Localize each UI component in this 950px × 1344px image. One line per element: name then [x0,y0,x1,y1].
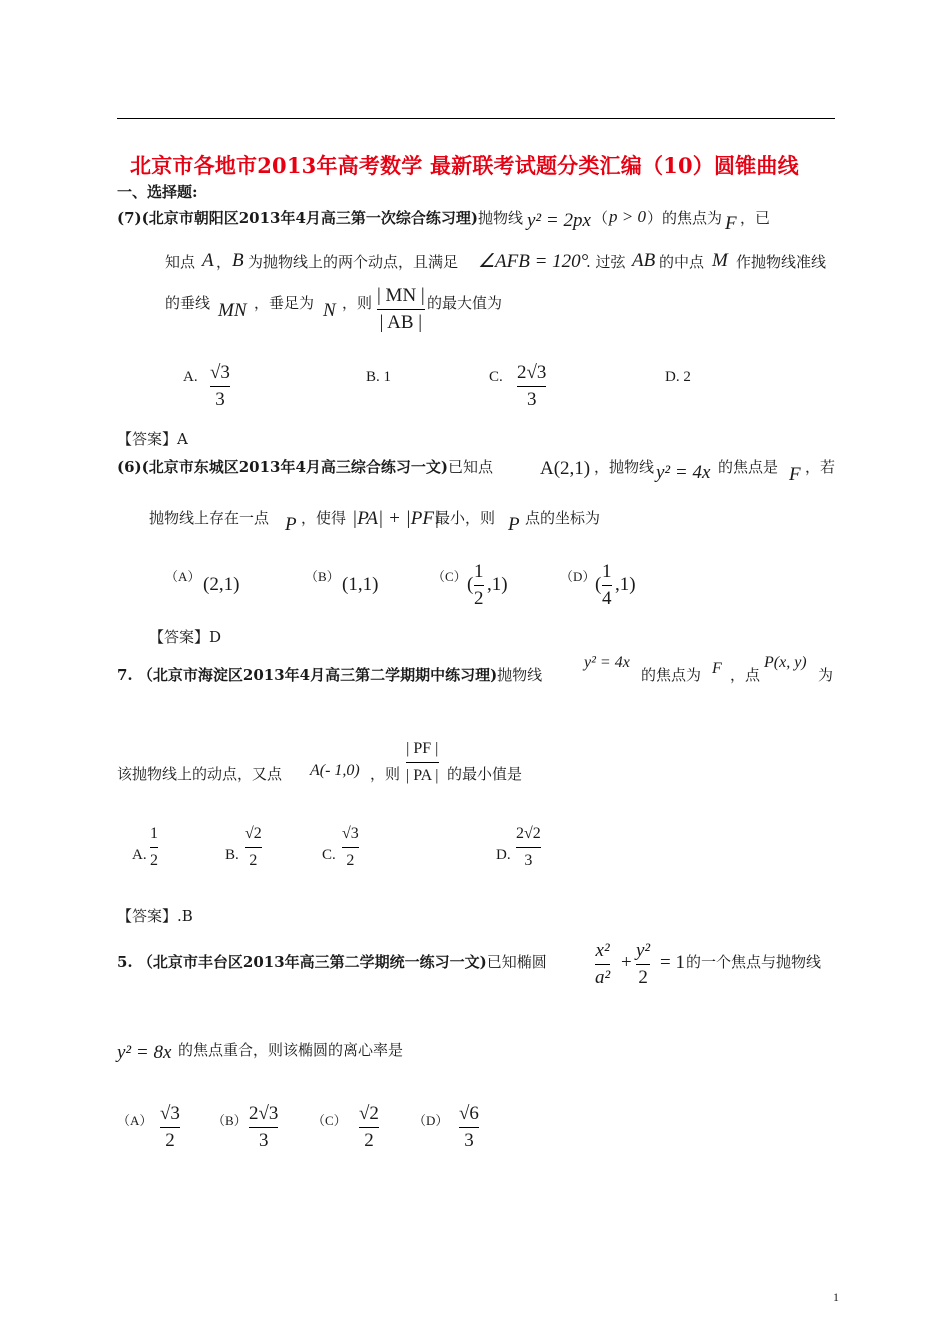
q3-text-2: 的焦点为 [641,666,702,684]
q4-option-a [160,1103,180,1152]
q3-option-c [342,823,359,872]
page-number: 1 [833,1290,839,1304]
q4-equals: = 1 [660,952,685,973]
q2-source: (6)(北京市东城区2013年4月高三综合练习一文) [117,458,449,476]
fraction-bar [602,585,612,586]
q4-text-line2: 的焦点重合，则该椭圆的离心率是 [178,1041,404,1059]
q1-angle: ∠AFB = 120° [478,251,589,272]
q4-option-a-num: √3 [160,1103,180,1124]
q1-point-a: A [202,250,214,271]
q3-point-p: P(x, y) [764,654,807,671]
fraction-bar [377,309,425,310]
fraction-bar [516,847,541,848]
q4-fraction-1-num: x² [595,940,610,961]
q2-option-a: (2,1) [203,574,240,595]
q3-option-d-num: 2√2 [516,825,541,842]
fraction-bar [474,585,484,586]
q2-line1 [117,456,493,477]
q3-text-2c: 的最小值是 [447,765,523,783]
q2-point-p: P [285,514,297,535]
q2-text-2c: 最小，则 [435,509,496,527]
q3-option-a-den: 2 [150,852,158,869]
q2-option-b-label: （B） [305,569,340,584]
q1-condition: p > 0 [609,207,646,226]
q3-text-3: ，点 [730,666,761,684]
q1-option-c-label: C. [489,369,503,385]
q1-equation: y² = 2px [527,210,591,231]
q1-answer: 【答案】A [117,430,188,448]
q1-source: (7)(北京市朝阳区2013年4月高三第一次综合练习理) [117,209,479,227]
q4-fraction-2-den: 2 [638,967,648,988]
q1-chord-ab: AB [632,250,656,271]
q3-option-a-label: A. [132,847,147,863]
q3-text-2b: ，则 [370,765,401,783]
q3-option-b-num: √2 [245,825,262,842]
q2-option-d-tail: ,1) [615,574,636,595]
q4-option-d-num: √6 [459,1103,479,1124]
q4-text-2: 的一个焦点与抛物线 [686,953,822,971]
q1-option-a-num: √3 [210,362,230,383]
q4-option-c-label: （C） [312,1113,347,1128]
q1-ratio-num: | MN | [377,285,425,306]
q3-option-a [150,823,158,872]
q4-option-d-den: 3 [464,1130,474,1151]
q1-line1 [117,207,523,228]
q1-text-2b: 为抛物线上的两个动点，且满足 [248,253,459,271]
q3-option-d-den: 3 [524,852,533,869]
fraction-bar [210,386,230,387]
fraction-bar [595,964,610,965]
q4-parabola: y² = 8x [117,1042,172,1063]
q1-text: 抛物线 [478,209,524,227]
q1-focus-f: F [725,213,737,234]
q1-foot-n: N [323,300,336,321]
q4-option-d-label: （D） [413,1113,449,1128]
fraction-bar [160,1127,180,1128]
q1-option-c-num: 2√3 [517,362,547,383]
q2-option-c-num: 1 [474,561,484,582]
q2-option-c-tail: ,1) [487,574,508,595]
q1-option-a-den: 3 [215,389,225,410]
q1-text-3b: ，垂足为 [254,294,315,312]
q4-text-1: 已知椭圆 [486,953,547,971]
q4-option-c-num: √2 [359,1103,379,1124]
q1-midpoint-m: M [712,250,728,271]
fraction-bar [406,762,439,763]
q1-text-2d: 的中点 [659,253,705,271]
q1-mn: MN [218,300,247,321]
q3-ratio-num: | PF | [406,740,439,757]
q2-text-3: 的焦点是 [718,458,779,476]
q4-fraction-1-den: a² [595,967,611,988]
q3-line1 [117,664,542,685]
q2-text-2: ，抛物线 [594,458,655,476]
q1-option-c-den: 3 [526,389,537,410]
q4-option-b [249,1103,278,1152]
q2-text-2d: 点的坐标为 [525,509,601,527]
q4-source: 5. （北京市丰台区2013年高三第二学期统一练习一文) [117,953,487,971]
q1-text-3a: 的垂线 [165,294,211,312]
q4-plus: + [621,952,632,973]
q1-comma: ， [216,253,232,271]
q2-option-d-frac [602,561,612,610]
q2-option-c-label: （C） [432,569,467,584]
q3-equation: y² = 4x [584,654,630,671]
fraction-bar [245,847,262,848]
header-rule [117,118,835,119]
q2-option-b: (1,1) [342,574,379,595]
q3-option-b-den: 2 [249,852,258,869]
q2-focus-f: F [789,464,801,485]
q3-focus-f: F [712,660,722,677]
q3-option-b [245,823,262,872]
q1-text-2c: . 过弦 [586,253,626,271]
q2-text-2b: ，使得 [301,509,347,527]
q1-text-2a: 知点 [165,253,196,271]
q1-cond-open: （ [593,209,609,227]
q1-option-d: D. 2 [665,369,691,385]
fraction-bar [359,1127,379,1128]
q1-ratio [377,285,425,334]
fraction-bar [517,386,546,387]
q3-option-b-label: B. [225,847,239,863]
q4-option-b-label: （B） [212,1113,247,1128]
q1-option-a-label: A. [183,369,198,385]
q4-option-a-den: 2 [165,1130,175,1151]
q4-option-c [359,1103,379,1152]
q4-fraction-2-num: y² [636,940,651,961]
q2-option-c-den: 2 [474,588,484,609]
fraction-bar [150,847,158,848]
q4-option-b-num: 2√3 [249,1103,279,1124]
q3-ratio-den: | PA | [406,767,439,784]
q2-option-d-den: 4 [602,588,612,609]
q1-text-3c: ，则 [342,294,373,312]
q2-point-p2: P [508,514,520,535]
q1-text-3d: 的最大值为 [427,294,503,312]
q2-option-c-frac [474,561,484,610]
q1-line2 [165,251,195,272]
q1-ratio-den: | AB | [379,312,423,333]
q2-option-c-paren: ( [467,574,474,595]
q4-option-c-den: 2 [364,1130,374,1151]
q1-point-b: B [232,250,244,271]
q4-option-b-den: 3 [258,1130,269,1151]
q4-fraction-1 [595,940,610,989]
page-title: 北京市各地市2013年高考数学 最新联考试题分类汇编（10）圆锥曲线 [130,153,799,178]
q2-option-d-label: （D） [560,569,596,584]
q2-option-d-num: 1 [602,561,612,582]
q1-option-c [517,362,546,411]
q2-sum: |PA| + |PF| [352,508,440,529]
q3-point-a: A(- 1,0) [310,762,360,779]
section-heading: 一、选择题: [117,183,198,201]
q2-text-2a: 抛物线上存在一点 [149,509,270,527]
q3-text-1: 抛物线 [497,666,543,684]
q3-option-d-label: D. [496,847,511,863]
q3-option-c-den: 2 [346,852,355,869]
q3-option-d [516,823,541,872]
q1-option-a [210,362,230,411]
q3-source: 7. （北京市海淀区2013年4月高三第二学期期中练习理) [117,666,498,684]
q3-option-c-label: C. [322,847,336,863]
q2-option-a-label: （A） [165,569,201,584]
fraction-bar [459,1127,479,1128]
q3-text-2a: 该抛物线上的动点，又点 [117,765,283,783]
fraction-bar [249,1127,278,1128]
q2-text-1: 已知点 [448,458,494,476]
q3-ratio [406,738,439,787]
q1-condition-close: ）的焦点为 [647,209,723,227]
q1-option-b: B. 1 [366,369,392,385]
q2-option-d-paren: ( [595,574,602,595]
q4-fraction-2 [636,940,650,989]
q4-option-d [459,1103,479,1152]
q3-option-a-num: 1 [150,825,158,842]
q2-answer: 【答案】D [149,628,222,646]
q3-answer: 【答案】.B [117,907,193,925]
fraction-bar [342,847,359,848]
q4-line1 [117,951,547,972]
q2-point-a: A(2,1) [540,458,591,479]
q2-text-4: ，若 [805,458,836,476]
q1-text-2e: 作抛物线准线 [736,253,827,271]
q1-text-2: ，已 [740,209,771,227]
q2-equation: y² = 4x [656,462,711,483]
q4-option-a-label: （A） [117,1113,153,1128]
q3-option-c-num: √3 [342,825,359,842]
q3-text-4: 为 [818,666,834,684]
fraction-bar [636,964,650,965]
